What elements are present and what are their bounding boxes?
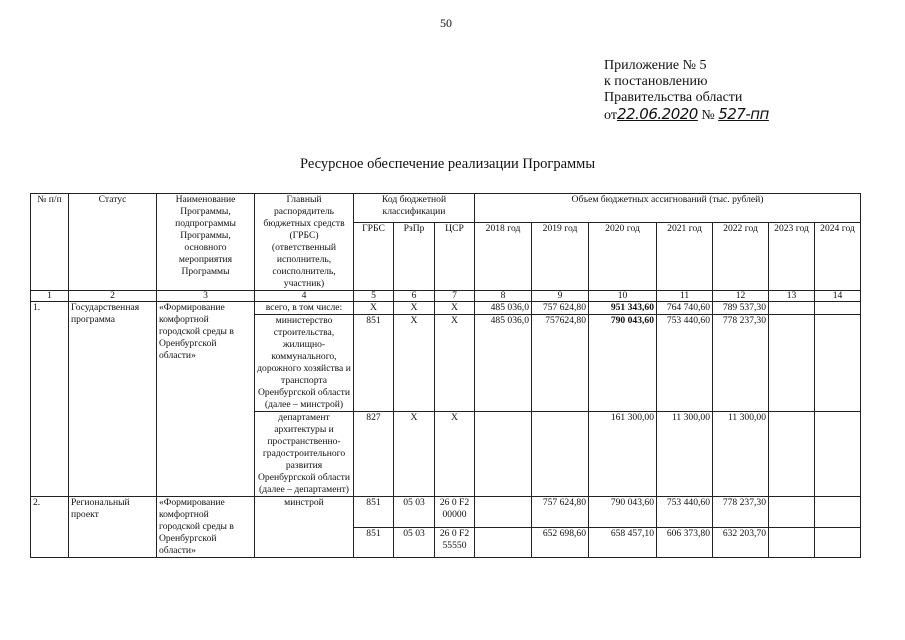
row-value-2019: 652 698,60	[532, 527, 589, 558]
row-value-2018	[475, 527, 532, 558]
table-row	[31, 302, 861, 315]
column-number: 9	[532, 291, 589, 302]
column-number: 11	[657, 291, 713, 302]
row-value-2018	[475, 497, 532, 528]
appendix-block	[604, 58, 769, 124]
row-value-2021: 753 440,60	[657, 315, 713, 412]
row-value-2022: 11 300,00	[713, 412, 769, 497]
row-rzpr: 05 03	[394, 527, 435, 558]
column-number: 14	[815, 291, 861, 302]
row-value-2020: 790 043,60	[589, 497, 657, 528]
column-number: 10	[589, 291, 657, 302]
column-number-row	[31, 291, 861, 302]
row-grbs: 851	[354, 497, 394, 528]
header-status: Статус	[69, 194, 157, 291]
appendix-date: 22.06.2020	[616, 105, 698, 123]
row-value-2021: 606 373,80	[657, 527, 713, 558]
row-value-2020: 161 300,00	[589, 412, 657, 497]
column-number: 13	[769, 291, 815, 302]
row-admin: минстрой	[255, 497, 354, 558]
row-csr: X	[435, 412, 475, 497]
row-value-2023	[769, 315, 815, 412]
column-number: 7	[435, 291, 475, 302]
row-value-2018	[475, 412, 532, 497]
column-number: 6	[394, 291, 435, 302]
row-value-2023	[769, 497, 815, 528]
row-value-2019	[532, 412, 589, 497]
document-title: Ресурсное обеспечение реализации Программы	[300, 156, 596, 172]
resource-table	[30, 193, 861, 558]
row-value-2021: 764 740,60	[657, 302, 713, 315]
row-value-2024	[815, 302, 861, 315]
row-grbs: 827	[354, 412, 394, 497]
page-number: 50	[440, 16, 452, 30]
header-year-2024: 2024 год	[815, 222, 861, 290]
row-value-2020: 951 343,60	[589, 302, 657, 315]
header-year-2018: 2018 год	[475, 222, 532, 290]
section-status: Региональный проект	[69, 497, 157, 558]
appendix-line-3: Правительства области	[604, 90, 743, 105]
appendix-line-2: к постановлению	[604, 74, 708, 89]
appendix-from-prefix: от	[604, 108, 617, 123]
table-row	[31, 497, 861, 528]
row-rzpr: X	[394, 412, 435, 497]
row-admin: министерство строительства, жилищно-коммунального, дорожного хозяйства и транспорта Оренбургской области (далее – минстрой)	[255, 315, 354, 412]
row-rzpr: 05 03	[394, 497, 435, 528]
header-num: № п/п	[31, 194, 69, 291]
appendix-date-line	[604, 106, 769, 124]
row-value-2024	[815, 527, 861, 558]
row-grbs: 851	[354, 315, 394, 412]
row-value-2022: 778 237,30	[713, 315, 769, 412]
row-value-2023	[769, 412, 815, 497]
appendix-number: 527-пп	[718, 105, 769, 123]
row-admin: департамент архитектуры и пространственно-градостроительного развития Оренбургской области (далее – департамент)	[255, 412, 354, 497]
column-number: 3	[157, 291, 255, 302]
row-admin: всего, в том числе:	[255, 302, 354, 315]
row-value-2024	[815, 412, 861, 497]
header-volume-group: Объем бюджетных ассигнований (тыс. рублей)	[475, 194, 861, 223]
row-value-2021: 753 440,60	[657, 497, 713, 528]
header-year-2021: 2021 год	[657, 222, 713, 290]
row-value-2019: 757 624,80	[532, 497, 589, 528]
row-rzpr: X	[394, 315, 435, 412]
header-year-2022: 2022 год	[713, 222, 769, 290]
row-value-2024	[815, 315, 861, 412]
column-number: 12	[713, 291, 769, 302]
column-number: 5	[354, 291, 394, 302]
column-number: 1	[31, 291, 69, 302]
header-csr: ЦСР	[435, 222, 475, 290]
row-rzpr: X	[394, 302, 435, 315]
row-value-2022: 632 203,70	[713, 527, 769, 558]
header-admin: Главный распорядитель бюджетных средств (ГРБС) (ответственный исполнитель, соисполнитель, участник)	[255, 194, 354, 291]
row-csr: X	[435, 315, 475, 412]
row-value-2023	[769, 527, 815, 558]
row-value-2022: 789 537,30	[713, 302, 769, 315]
column-number: 8	[475, 291, 532, 302]
header-row	[31, 194, 861, 223]
appendix-number-prefix: №	[701, 108, 715, 123]
section-num: 2.	[31, 497, 69, 558]
column-number: 4	[255, 291, 354, 302]
row-value-2020: 790 043,60	[589, 315, 657, 412]
appendix-line-1: Приложение № 5	[604, 58, 707, 73]
header-code-group: Код бюджетной классификации	[354, 194, 475, 223]
header-grbs: ГРБС	[354, 222, 394, 290]
row-value-2023	[769, 302, 815, 315]
section-num: 1.	[31, 302, 69, 497]
row-value-2020: 658 457,10	[589, 527, 657, 558]
header-rzpr: РзПр	[394, 222, 435, 290]
header-year-2020: 2020 год	[589, 222, 657, 290]
row-csr: 26 0 F2 00000	[435, 497, 475, 528]
column-number: 2	[69, 291, 157, 302]
row-value-2018: 485 036,0	[475, 302, 532, 315]
row-value-2019: 757 624,80	[532, 302, 589, 315]
row-value-2022: 778 237,30	[713, 497, 769, 528]
row-value-2021: 11 300,00	[657, 412, 713, 497]
row-csr: X	[435, 302, 475, 315]
section-status: Государственная программа	[69, 302, 157, 497]
header-name: Наименование Программы, подпрограммы Программы, основного мероприятия Программы	[157, 194, 255, 291]
row-csr: 26 0 F2 55550	[435, 527, 475, 558]
section-name: «Формирование комфортной городской среды в Оренбургской области»	[157, 302, 255, 497]
row-value-2018: 485 036,0	[475, 315, 532, 412]
header-year-2023: 2023 год	[769, 222, 815, 290]
row-grbs: 851	[354, 527, 394, 558]
header-year-2019: 2019 год	[532, 222, 589, 290]
section-name: «Формирование комфортной городской среды в Оренбургской области»	[157, 497, 255, 558]
row-grbs: X	[354, 302, 394, 315]
row-value-2019: 757624,80	[532, 315, 589, 412]
row-value-2024	[815, 497, 861, 528]
